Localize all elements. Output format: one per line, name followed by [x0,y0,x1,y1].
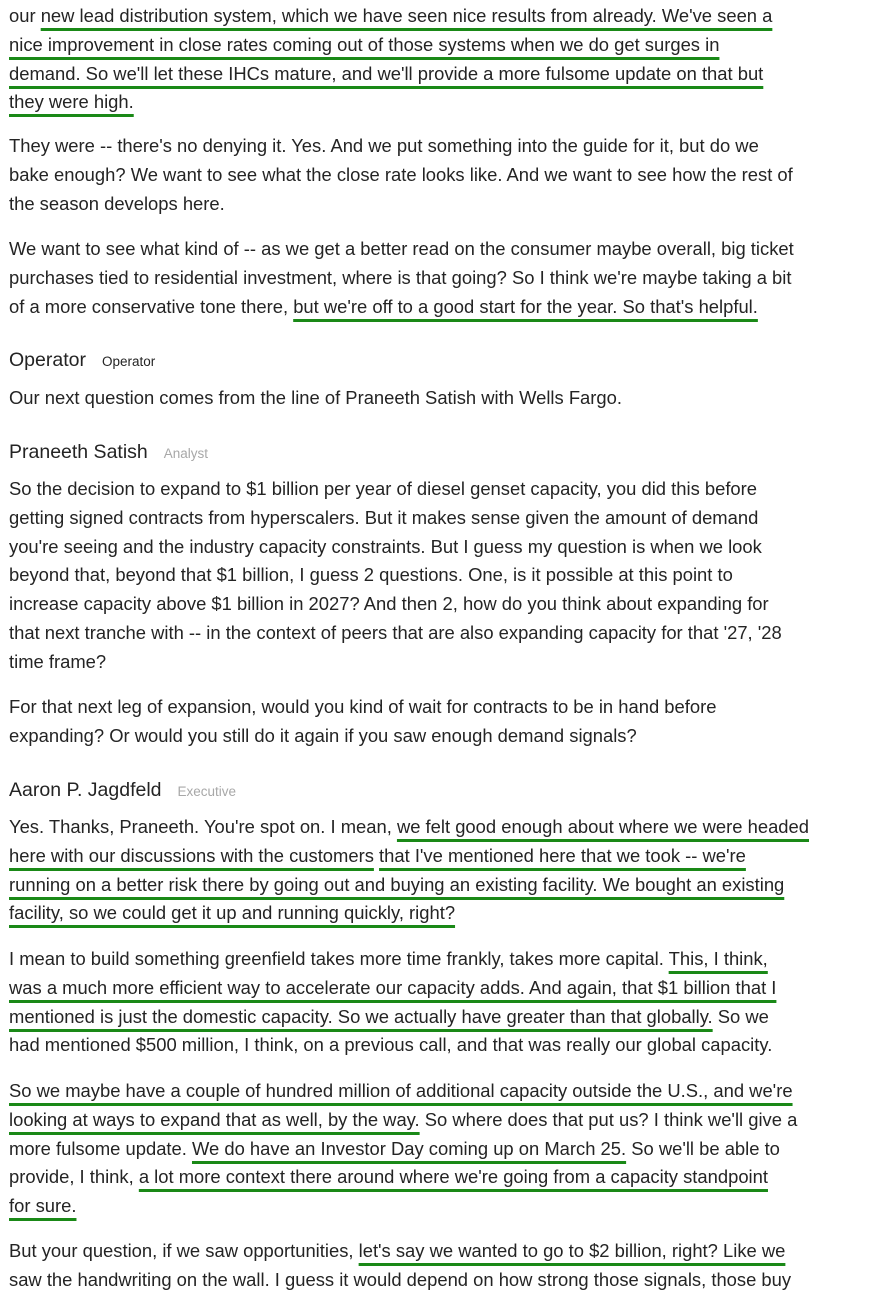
text-line [9,899,889,928]
text-run: our [9,5,41,26]
paragraph-executive-answer-4 [9,1237,889,1295]
highlighted-text: demand. So we'll let these IHCs mature, and we'll provide a more fulsome update on that but [9,62,764,84]
speaker-name: Operator [9,349,86,371]
text-run: So where does that put us? I think we'll give a [419,1108,798,1130]
highlighted-text: we felt good enough about where we were headed [396,816,809,837]
paragraph-executive-answer-2 [9,945,889,1060]
text-line [9,1031,889,1060]
speaker-analyst [9,441,208,464]
paragraph-close-rate [9,132,889,218]
highlighted-text: they were high. [9,91,134,113]
text-run: Yes. Thanks, Praneeth. You're spot on. I mean, [9,816,397,837]
speaker-name: Praneeth Satish [9,441,148,463]
text-run: I mean to build something greenfield takes more time frankly, takes more capital. [9,948,669,969]
text-run: expanding? Or would you still do it again if you saw enough demand signals? [9,724,637,746]
speaker-executive [9,779,236,802]
text-run: the season develops here. [9,192,225,214]
text-line [9,1237,889,1266]
paragraph-analyst-followup [9,693,889,751]
text-line [9,871,889,900]
text-run: that next tranche with -- in the context of peers that are also expanding capacity for that '27, '28 [9,621,782,643]
text-line [9,693,889,722]
text-run: purchases tied to residential investment, where is that going? So I think we're maybe taking a bit [9,266,792,288]
text-line [9,648,889,677]
text-run: So we [712,1005,769,1027]
highlighted-text: So we maybe have a couple of hundred million of additional capacity outside the U.S., and we're [9,1080,793,1101]
highlighted-text: here with our discussions with the customers [9,844,374,866]
text-line [9,1163,889,1192]
text-line [9,132,889,161]
text-run: getting signed contracts from hyperscalers. But it makes sense given the amount of demand [9,506,759,528]
text-line [9,2,889,31]
text-line [9,475,889,504]
text-run: had mentioned $500 million, I think, on a previous call, and that was really our global capacity. [9,1034,773,1056]
text-line [9,88,889,117]
text-line [9,1077,889,1106]
highlighted-text: was a much more efficient way to accelerate our capacity adds. And again, that $1 billion that I [9,976,777,998]
text-line [9,1135,889,1164]
highlighted-text: nice improvement in close rates coming out of those systems when we do get surges in [9,33,720,55]
highlighted-text: that I've mentioned here that we took -- we're [379,844,746,866]
text-line [9,590,889,619]
text-run: bake enough? We want to see what the close rate looks like. And we want to see how the rest of [9,163,793,185]
text-run: provide, I think, [9,1166,139,1188]
text-line [9,190,889,219]
text-line [9,235,889,264]
highlighted-text: running on a better risk there by going out and buying an existing facility. We bought an existing [9,873,785,895]
paragraph-next-question [9,384,889,413]
text-line [9,813,889,842]
text-line [9,264,889,293]
speaker-role: Operator [101,354,156,369]
text-run: For that next leg of expansion, would you kind of wait for contracts to be in hand before [9,696,717,717]
paragraph-analyst-question [9,475,889,677]
highlighted-text: We do have an Investor Day coming up on March 25. [191,1137,627,1159]
speaker-name: Aaron P. Jagdfeld [9,779,162,801]
text-line [9,1003,889,1032]
text-line [9,60,889,89]
text-run: of a more conservative tone there, [9,295,294,317]
text-run: So we'll be able to [626,1137,780,1159]
text-run: Our next question comes from the line of Praneeth Satish with Wells Fargo. [9,387,622,408]
text-line [9,31,889,60]
text-line [9,1106,889,1135]
text-run: But your question, if we saw opportunities, [9,1240,359,1261]
highlighted-text: mentioned is just the domestic capacity. So we actually have greater than that globally. [9,1005,713,1027]
paragraph-lead-distribution [9,2,889,117]
text-line [9,842,889,871]
text-run: increase capacity above $1 billion in 2027? And then 2, how do you think about expanding for [9,593,769,615]
text-line [9,974,889,1003]
text-line [9,561,889,590]
text-run: They were -- there's no denying it. Yes. And we put something into the guide for it, but do we [9,135,759,156]
highlighted-text: facility, so we could get it up and running quickly, right? [9,902,456,924]
text-line [9,722,889,751]
highlighted-text: new lead distribution system, which we have seen nice results from already. We've seen a [40,5,773,26]
speaker-role: Executive [177,784,237,799]
text-line [9,533,889,562]
text-run: you're seeing and the industry capacity constraints. But I guess my question is when we look [9,535,762,557]
text-line [9,161,889,190]
paragraph-consumer-read [9,235,889,321]
text-run: time frame? [9,650,107,672]
text-run: We want to see what kind of -- as we get a better read on the consumer maybe overall, big ticket [9,238,794,259]
text-run: saw the handwriting on the wall. I guess it would depend on how strong those signals, those buy [9,1268,792,1290]
text-run: beyond that, beyond that $1 billion, I guess 2 questions. One, is it possible at this point to [9,564,733,586]
text-line [9,1266,889,1295]
speaker-operator [9,349,155,372]
paragraph-executive-answer-1 [9,813,889,928]
highlighted-text: for sure. [9,1195,77,1217]
paragraph-executive-answer-3 [9,1077,889,1221]
highlighted-text: This, I think, [668,948,768,969]
text-run: more fulsome update. [9,1137,192,1159]
text-line [9,945,889,974]
text-line [9,1192,889,1221]
highlighted-text: a lot more context there around where we're going from a capacity standpoint [138,1166,768,1188]
highlighted-text: looking at ways to expand that as well, by the way. [9,1108,420,1130]
speaker-role: Analyst [163,446,209,461]
highlighted-text: let's say we wanted to go to $2 billion, right? Like we [358,1240,786,1261]
text-line [9,384,889,413]
text-line [9,293,889,322]
text-run: So the decision to expand to $1 billion per year of diesel genset capacity, you did this before [9,478,758,499]
text-line [9,504,889,533]
text-line [9,619,889,648]
highlighted-text: but we're off to a good start for the year. So that's helpful. [293,295,758,317]
